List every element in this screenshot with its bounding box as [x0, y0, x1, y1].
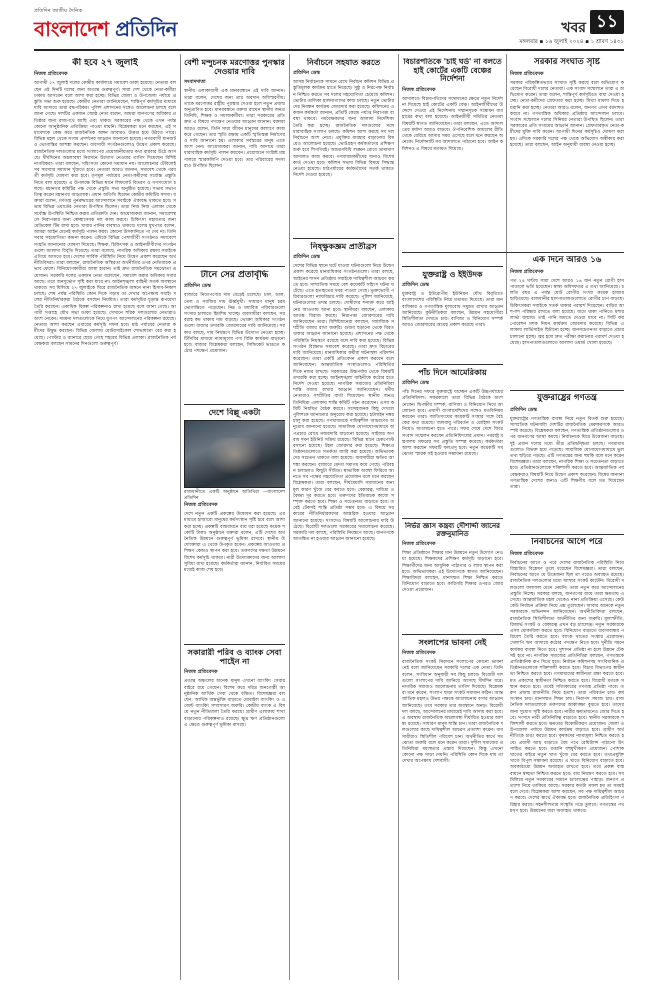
article-us-democracy	[510, 394, 624, 530]
article-body: বাজারে নিত্যপণ্যের দাম বেড়েই চলেছে। চাল, ডাল, তেল ও সবজির দাম ঊর্ধ্বমুখী। সাধারণ মানুষ চরম ভোগান্তিতে পড়েছেন। নিম্ন ও মধ্যবিত্ত পরিবারগুলো সংসার চালাতে হিমশিম খাচ্ছে। ব্যবসায়ীরা বলছেন, সরবরাহ কম থাকায় দাম বাড়ছে। ভোক্তা অধিকার সংগঠনগুলো বাজার তদারকি জোরদারের দাবি জানিয়েছে। সরকার বলছে, দাম নিয়ন্ত্রণে বিভিন্ন উদ্যোগ নেওয়া হচ্ছে। টিসিবির মাধ্যমে ন্যায্যমূল্যে পণ্য বিক্রি কার্যক্রম বাড়ানো হবে। বাজার বিশ্লেষকরা বলছেন, সিন্ডিকেট ভাঙতে কঠোর পদক্ষেপ প্রয়োজন।	[184, 293, 285, 355]
article-nishkriyo	[293, 242, 394, 978]
article-ki-hobe	[34, 58, 176, 980]
masthead	[34, 8, 624, 48]
column-divider	[398, 54, 399, 980]
article-byline: নিজস্ব প্রতিবেদক	[184, 502, 218, 509]
article-body: আগামী ২৭ জুলাই দলের কেন্দ্রীয় কার্যালয়ে সমাবেশ ডাকা হয়েছে। নেতারা বলছেন এই দিনটি দলের জন্য অত্যন্ত গুরুত্বপূর্ণ। সারা দেশ থেকে নেতা-কর্মীরা ঢাকায় আসবেন বলে আশা করা হচ্ছে। বিভিন্ন জেলা ও উপজেলা পর্যায়ে প্রস্তুতি সভা শুরু হয়েছে। কেন্দ্রীয় নেতারা জানিয়েছেন, শান্তিপূর্ণ কর্মসূচির মাধ্যমে দাবি আদায়ে তারা বদ্ধপরিকর। পুলিশ প্রশাসনের সঙ্গেও আলোচনা চলছে বলে জানা গেছে। দলটির একজন জ্যেষ্ঠ নেতা বলেন, আমরা জনগণের অধিকার প্রতিষ্ঠার জন্য রাজপথে আছি এবং থাকব। সরকারের পক্ষ থেকে এখন পর্যন্ত কোনো আনুষ্ঠানিক প্রতিক্রিয়া পাওয়া যায়নি। বিশ্লেষকরা মনে করছেন, এই সমাবেশকে কেন্দ্র করে রাজনৈতিক অঙ্গন আবারও উত্তপ্ত হয়ে উঠতে পারে। বিভিন্ন মহল থেকে সংযম প্রদর্শনের আহ্বান জানানো হয়েছে। নগরবাসী যানজট ও ভোগান্তির আশঙ্কা করছেন। ব্যবসায়ী সংগঠনগুলোও উদ্বেগ প্রকাশ করেছে। রাজনৈতিক দলগুলোর মধ্যে সংলাপের প্রয়োজনীয়তার কথা বারবার উঠে আসছে। দীর্ঘদিনের অচলাবস্থা নিরসনে উদ্যোগ নেওয়ার তাগিদ দিয়েছেন বিশিষ্ট নাগরিকরা। তারা বলছেন, সহিংসতা কোনো সমাধান নয়। আলোচনার টেবিলেই সব সমস্যার সমাধান খুঁজতে হবে। নেতারা আরও জানান, সমাবেশ থেকে পরবর্তী কর্মসূচি ঘোষণা করা হবে। তৃণমূল পর্যায়ের নেতা-কর্মীদের সর্বোচ্চ প্রস্তুতি নিতে বলা হয়েছে। এ উপলক্ষে বিভিন্ন স্থানে লিফলেট বিতরণ ও গণসংযোগ চলছে। মহানগর কমিটির পক্ষ থেকে প্রস্তুতি সভা অনুষ্ঠিত হয়েছে। সভায় সভাপতিত্ব করেন মহানগর আহ্বায়ক। প্রধান অতিথি ছিলেন কেন্দ্রীয় কমিটির সদস্য। বক্তারা বলেন, গণতন্ত্র পুনরুদ্ধারের আন্দোলনে সবাইকে ঐক্যবদ্ধ থাকতে হবে। সভায় বিভিন্ন ওয়ার্ডের নেতারা উপস্থিত ছিলেন। তারা নিজ নিজ এলাকা থেকে সর্বোচ্চ উপস্থিতি নিশ্চিত করার প্রতিশ্রুতি দেন। আয়োজকরা জানান, সমাবেশস্থলে নিরাপত্তার জন্য স্বেচ্ছাসেবক দল কাজ করবে। চিকিৎসা সহায়তার জন্য মেডিকেল টিম রাখা হবে। খাবার পানির ব্যবস্থাও থাকবে। দলের মুখপাত্র বলেন, আমরা আইন মেনেই কর্মসূচি পালন করব। কোনো উসকানিতে পা দেব না। তিনি সবার সহযোগিতা কামনা করেন। এদিকে বিভিন্ন পেশাজীবী সংগঠনও সমাবেশে সংহতি জানানোর ঘোষণা দিয়েছে। শিক্ষক, চিকিৎসক ও আইনজীবীদের সংগঠনগুলো আলাদা বিবৃতি দিয়েছে। তারা বলেছে, নাগরিক অধিকার রক্ষায় সবাইকে এগিয়ে আসতে হবে। দেশের সার্বিক পরিস্থিতি নিয়ে উদ্বেগ প্রকাশ করেছেন অর্থনীতিবিদরা। তারা বলছেন, রাজনৈতিক অস্থিরতা অর্থনীতির ওপর নেতিবাচক প্রভাব ফেলে। বিনিয়োগকারীরা আস্থা হারান। তাই দ্রুত রাজনৈতিক সমঝোতা প্রয়োজন। সরকারি দলের একজন নেতা বলেছেন, সমাবেশ করার অধিকার সবার আছে। তবে জনদুর্ভোগ সৃষ্টি করা যাবে না। আইনশৃঙ্খলা বাহিনী সতর্ক অবস্থানে থাকবে। সব মিলিয়ে ২৭ জুলাইকে ঘিরে রাজনৈতিক অঙ্গনে নানা হিসাব-নিকাশ চলছে। শেষ পর্যন্ত পরিস্থিতি কোন দিকে গড়ায় তা দেখার অপেক্ষায় সবাই। দলের নীতিনির্ধারকরা বৈঠকে বসছেন নিয়মিত। তারা কর্মসূচির চূড়ান্ত রূপরেখা তৈরি করছেন। একাধিক বিকল্প পরিকল্পনাও রাখা হয়েছে বলে জানা গেছে। আগামী সপ্তাহে যৌথ সভা ডাকা হয়েছে। সেখানে শরিক দলগুলোর নেতারাও অংশ নেবেন। সমমনা দলগুলোকে নিয়ে যুগপৎ আন্দোলনের পরিকল্পনা রয়েছে। নেতারা আশা করছেন এবারের কর্মসূচি সফল হবে। মাঠ পর্যায়ের নেতারা কর্মীদের উদ্বুদ্ধ করছেন। বিভিন্ন জেলায় মোটরসাইকেল শোভাযাত্রা বের করা হয়েছে। পোস্টার ও ব্যানারে ছেয়ে গেছে শহরের বিভিন্ন এলাকা। রাজনৈতিক পর্যবেক্ষকরা বলছেন সামনের দিনগুলো গুরুত্বপূর্ণ।	[34, 81, 176, 347]
article-byline: প্রতিদিন ডেস্ক	[510, 406, 538, 413]
article-education	[402, 522, 503, 630]
dateline: মঙ্গলবার ▪ ১৬ জুলাই ২০২৪ ▪ ১ শ্রাবণ ১৪৩১	[519, 39, 624, 45]
article-headline: নিষ্ক্ষুকজ্ঞম প্রাতীব্রস	[310, 242, 377, 251]
article-divider	[402, 364, 503, 365]
article-headline: বেশী মন্দুচনক মরণোত্তর পুনস্কার দেওয়ার দাবি	[184, 58, 285, 77]
article-headline: যুক্তরাষ্ট্র ও ইইউদক	[422, 270, 483, 279]
article-body: পাঁচ দিনের সফরে যুক্তরাষ্ট্রে যাচ্ছেন একটি উচ্চপর্যায়ের প্রতিনিধিদল। সফরকালে তারা বিভিন্ন বৈঠকে অংশ নেবেন। দ্বিপক্ষীয় সম্পর্ক, বাণিজ্য ও বিনিয়োগ নিয়ে আলোচনা হবে। প্রবাসী বাংলাদেশিদের সঙ্গেও মতবিনিময় করবেন তারা। জাতিসংঘের কয়েকটি সংস্থার সঙ্গে বৈঠকের কথা রয়েছে। জলবায়ু পরিবর্তন ও রোহিঙ্গা সংকট নিয়েও আলোচনা হতে পারে। সফর শেষে দেশে ফিরে সংবাদ সম্মেলন করবেন প্রতিনিধিদলের প্রধান। পররাষ্ট্র মন্ত্রণালয় সফরের সব প্রস্তুতি সম্পন্ন করেছে। কর্মকর্তারা আশা করছেন সফরটি ফলপ্রসূ হবে। নতুন কয়েকটি সমঝোতা স্মারক সই হওয়ার সম্ভাবনা রয়েছে।	[402, 390, 503, 458]
article-headline: সকারারী পরিব ও ব্যাংক সেবা পাইেন না	[187, 648, 282, 667]
logo-part-2: প্রতিদিন	[115, 17, 177, 41]
article-divider	[184, 644, 285, 645]
article-body: নির্বাচনের আগে ও পরে দেশের রাজনৈতিক পরিস্থিতি নিয়ে বিস্তারিত বিশ্লেষণ তুলে ধরেছেন বিশেষজ্ঞরা। তারা বলছেন, নির্বাচনের আগে যে উত্তেজনা ছিল তা পরেও অব্যাহত রয়েছে। রাজনৈতিক দলগুলোর মধ্যে আস্থার সংকট কাটেনি। বিরোধী দলগুলো ফলাফল মেনে নেয়নি। তারা নতুন করে আন্দোলনের প্রস্তুতি নিচ্ছে। সরকার বলছে, জনগণের রায়ে তারা ক্ষমতায় এসেছে। আন্তর্জাতিক মহল থেকেও নানা প্রতিক্রিয়া এসেছে। কেউ কেউ নির্বাচন প্রক্রিয়া নিয়ে প্রশ্ন তুলেছেন। আবার অনেকে নতুন সরকারকে অভিনন্দন জানিয়েছেন। অর্থনীতিবিদরা বলছেন, রাজনৈতিক স্থিতিশীলতা অর্থনীতির জন্য জরুরি। মূল্যস্ফীতি, রিজার্ভ সংকট ও বেকারত্ব এখন বড় চ্যালেঞ্জ। নতুন সরকারকে এসব মোকাবিলা করতে হবে। বিনিয়োগ বাড়াতে ব্যবসাবান্ধব পরিবেশ তৈরি করতে হবে। ব্যাংক খাতের সংস্কার প্রয়োজন। খেলাপি ঋণ আদায়ে কঠোর পদক্ষেপ নিতে হবে। দুর্নীতি দমনে কার্যকর ব্যবস্থা নিতে হবে। সুশাসন প্রতিষ্ঠা না হলে উন্নয়ন টেকসই হবে না। নাগরিক সমাজের প্রতিনিধিরা বলছেন, গণতন্ত্রকে প্রাতিষ্ঠানিক রূপ দিতে হবে। নির্বাচন কমিশনসহ সাংবিধানিক প্রতিষ্ঠানগুলোকে শক্তিশালী করতে হবে। বিচার বিভাগের স্বাধীনতা নিশ্চিত করতে হবে। গণমাধ্যমের স্বাধীনতা রক্ষা করতে হবে। মত প্রকাশের স্বাধীনতা নিশ্চিত করতে হবে। বিরোধী মতকে সম্মান করতে হবে। তবেই সত্যিকারের গণতন্ত্র প্রতিষ্ঠা পাবে। তরুণ প্রজন্ম রাজনীতি নিয়ে হতাশ। তারা পরিবর্তন চায়। কর্মসংস্থান চায়। মানসম্মত শিক্ষা চায়। নিরাপদ সমাজ চায়। রাজনৈতিক দলগুলোকে তরুণদের আকাঙ্ক্ষা বুঝতে হবে। তাদের জন্য সুযোগ সৃষ্টি করতে হবে। নারীর ক্ষমতায়নেও জোর দিতে হবে। সংসদে নারী প্রতিনিধিত্ব বাড়াতে হবে। স্থানীয় সরকারকে শক্তিশালী করতে হবে। ক্ষমতার বিকেন্দ্রীকরণ প্রয়োজন। জেলা ও উপজেলা পর্যায়ে উন্নয়ন কার্যক্রম বাড়াতে হবে। গ্রামীণ অর্থনীতিকে চাঙা করতে হবে। কৃষকদের ন্যায্যমূল্য নিশ্চিত করতে হবে। প্রবাসী আয় বাড়াতে বৈধ পথে রেমিট্যান্স পাঠানো উৎসাহিত করতে হবে। রপ্তানি বহুমুখীকরণ প্রয়োজন। পোশাক খাতের বাইরে নতুন খাত খুঁজে বের করতে হবে। তথ্যপ্রযুক্তি খাতে বিপুল সম্ভাবনা রয়েছে। এ খাতে বিনিয়োগ বাড়াতে হবে। অবকাঠামো উন্নয়ন অব্যাহত রাখতে হবে। তবে প্রকল্প বাস্তবায়নে স্বচ্ছতা নিশ্চিত করতে হবে। ব্যয় নিয়ন্ত্রণ করতে হবে। সব মিলিয়ে নতুন সরকারের সামনে চ্যালেঞ্জের পাহাড়। জনগণ প্রত্যাশা নিয়ে তাকিয়ে আছে। সরকার কতটা সফল হয় তা সময়ই বলে দেবে। বিশ্লেষকরা আশা করছেন, সব পক্ষ দায়িত্বশীল আচরণ করবে। দেশের স্বার্থে ঐক্যবদ্ধ হবে। রাজনৈতিক প্রতিহিংসা পরিহার করবে। সহনশীলতার সংস্কৃতি গড়ে তুলবে। গণতন্ত্রের পথ মসৃণ হবে। উন্নয়নের ধারা অব্যাহত থাকবে।	[510, 560, 624, 814]
article-divider	[184, 266, 285, 267]
article-body: সরকার পরিকল্পিতভাবে সংঘাত সৃষ্টি করছে বলে অভিযোগ করেছেন বিরোধী দলের নেতারা। এক সংবাদ সম্মেলনে তারা এ অভিযোগ করেন। তারা বলেন, শান্তিপূর্ণ কর্মসূচিতে বাধা দেওয়া হচ্ছে। নেতা-কর্মীদের গ্রেফতার করা হচ্ছে। মিথ্যা মামলা দিয়ে হয়রানি করা হচ্ছে। নেতারা আরও বলেন, জনগণ এসব বরদাশত করবে না। গণতান্ত্রিক অধিকার প্রতিষ্ঠায় আন্দোলন চলবে। সংবাদ সম্মেলনে দলের সিনিয়র নেতারা উপস্থিত ছিলেন। তারা সরকারের প্রতি সংযমের আহ্বান জানান। গ্রেফতারকৃত নেতা-কর্মীদের মুক্তি দাবি করেন। আগামী দিনের কর্মসূচিও ঘোষণা করা হয়। এদিকে সরকারি দলের পক্ষ থেকে অভিযোগ অস্বীকার করা হয়েছে। তারা বলছেন, আইন অনুযায়ী ব্যবস্থা নেওয়া হচ্ছে।	[510, 80, 624, 148]
article-body: দেশে নতুন একটি প্রকল্পের উদ্বোধন করা হয়েছে। এর মাধ্যমে হাজারো মানুষের কর্মসংস্থান সৃষ্টি হবে বলে আশা করা হচ্ছে। প্রকল্পটি বাস্তবায়নে ব্যয় ধরা হয়েছে কয়েক শ কোটি টাকা। অনুষ্ঠানে বক্তারা বলেন, এটি দেশের অর্থনৈতিক উন্নয়নে গুরুত্বপূর্ণ ভূমিকা রাখবে। স্থানীয় উদ্যোক্তারা এ থেকে উপকৃত হবেন। প্রকল্পের আওতায় প্রশিক্ষণ কেন্দ্রও স্থাপন করা হবে। তরুণদের দক্ষতা উন্নয়নে বিশেষ কর্মসূচি থাকবে। নারী উদ্যোক্তাদের জন্য আলাদা সুবিধা রাখা হয়েছে। কর্মকর্তারা জানান, নির্ধারিত সময়ের মধ্যেই কাজ শেষ হবে।	[184, 512, 285, 574]
article-byline: নিজস্ব প্রতিবেদক	[34, 71, 68, 78]
article-judge-address	[402, 58, 503, 262]
article-divider	[402, 634, 503, 635]
article-desh-ekta	[184, 408, 285, 640]
article-body: যুক্তরাষ্ট্রের গণতান্ত্রিক ব্যবস্থা নিয়ে নতুন বিতর্ক শুরু হয়েছে। সাম্প্রতিক ঘটনাবলি দেশটির রাজনৈতিক মেরুকরণকে আরও স্পষ্ট করেছে। বিশ্লেষকরা বলছেন, গণতান্ত্রিক প্রতিষ্ঠানগুলোর ওপর জনগণের আস্থা কমছে। নির্বাচনকে ঘিরে উত্তেজনা বাড়ছে। দুই প্রধান দলের মধ্যে তীব্র প্রতিদ্বন্দ্বিতা চলছে। গণমাধ্যমগুলোও বিভক্ত হয়ে পড়েছে। সামাজিক যোগাযোগমাধ্যমে ভুল তথ্য ছড়িয়ে পড়ছে। এটি গণতন্ত্রের জন্য হুমকি বলে মনে করেন বিশেষজ্ঞরা। তারা বলছেন, নাগরিক শিক্ষা ও সচেতনতা বাড়াতে হবে। প্রতিষ্ঠানগুলোকে শক্তিশালী করতে হবে। আন্তর্জাতিক পর্যবেক্ষকরাও বিষয়টি নিয়ে উদ্বেগ প্রকাশ করেছেন। বিশ্বের অন্যান্য গণতান্ত্রিক দেশের জন্যও এটি শিক্ষণীয় বলে মত দিয়েছেন তারা।	[510, 416, 624, 490]
article-headline: এক দিনে আরও ১৬	[532, 256, 602, 265]
article-divider	[184, 404, 285, 405]
article-divider	[402, 266, 503, 267]
article-divider	[510, 390, 624, 391]
article-byline: প্রতিদিন ডেস্ক	[402, 282, 430, 289]
column-divider	[289, 54, 290, 980]
article-election-cooperation	[293, 58, 394, 234]
article-price-rise	[184, 270, 285, 400]
column-divider	[180, 54, 181, 980]
photo-caption: রাজধানীতে একটি অনুষ্ঠানে অতিথিরা —বাংলাদেশ প্রতিদিন	[184, 490, 285, 502]
logo-part-1: বাংলাদেশ	[34, 17, 116, 41]
article-byline: প্রতিদিন ডেস্ক	[293, 70, 321, 77]
article-body: গত ২৪ ঘণ্টায় সারা দেশে আরও ১৬ জন নতুন রোগী হাসপাতালে ভর্তি হয়েছেন। স্বাস্থ্য অধিদফতর এ তথ্য জানিয়েছে। চলতি বছর এ পর্যন্ত মোট রোগীর সংখ্যা কয়েক হাজার ছাড়িয়েছে। রাজধানীর হাসপাতালগুলোতে রোগীর চাপ বাড়ছে। চিকিৎসকরা সবাইকে সতর্ক থাকার পরামর্শ দিয়েছেন। বাড়ির আশপাশ পরিষ্কার রাখতে বলা হয়েছে। জমে থাকা পানিতে মশার লার্ভা জন্মায়। তাই পানি জমতে দেওয়া যাবে না। সিটি করপোরেশন মশক নিধন কার্যক্রম জোরদার করেছে। বিভিন্ন এলাকায় লার্ভিসাইড ছিটানো হচ্ছে। জনসচেতনতা বাড়াতে প্রচার চালানো হচ্ছে। জ্বর হলে দ্রুত পরীক্ষা করানোর পরামর্শ দেওয়া হয়েছে। হাসপাতালগুলোতে আলাদা ওয়ার্ড খোলা হয়েছে।	[510, 278, 624, 346]
article-sixteen-more	[510, 256, 624, 386]
tagline: প্রতিদিন জাতীয় দৈনিক	[34, 8, 83, 14]
article-byline: নিজস্ব প্রতিবেদক	[402, 541, 436, 548]
article-govt-conflict	[510, 58, 624, 246]
article-us-eu	[402, 270, 503, 360]
article-five-days-america	[402, 368, 503, 514]
section-name: খবর	[561, 20, 586, 36]
article-byline: প্রতিদিন ডেস্ক	[402, 380, 430, 387]
article-award-demand	[184, 58, 285, 262]
article-body: রাজনৈতিক সংকট নিরসনে সংলাপের কোনো ভাবনা নেই বলে জানিয়েছেন সরকারি দলের এক নেতা। তিনি বলেন, সংবিধান অনুযায়ী সব কিছু চলবে। বিরোধী দলগুলো সংলাপের দাবি জানিয়ে আসছে দীর্ঘদিন ধরে। নাগরিক সমাজও আলোচনার তাগিদ দিয়েছে। বিশ্লেষকরা মনে করেন, সংলাপ ছাড়া সংকট সমাধান কঠিন। আন্তর্জাতিক মহলও উভয় পক্ষকে আলোচনায় বসার আহ্বান জানিয়েছে। তবে সরকার তার অবস্থানে অনড়। বিরোধী দল বলছে, আন্দোলনের মাধ্যমেই দাবি আদায় করা হবে। এ অবস্থায় রাজনৈতিক অচলাবস্থা দীর্ঘায়িত হওয়ার আশঙ্কা রয়েছে। সাধারণ মানুষ শান্তি চান। তারা রাজনৈতিক দলগুলোর কাছে দায়িত্বশীল আচরণ প্রত্যাশা করেন। ব্যবসায়ীরাও স্থিতিশীল পরিবেশ চান। অর্থনীতির স্বার্থে সমঝোতা জরুরি বলে মনে করেন তারা। সুশীল সমাজের প্রতিনিধিরা মধ্যস্থতার প্রস্তাব দিয়েছেন। কিন্তু এখনো কোনো পক্ষ সাড়া দেয়নি। পরিস্থিতি কোন দিকে যায় তা দেখার অপেক্ষায় দেশবাসী।	[402, 660, 503, 765]
article-headline: নির্ভর জ্ঞাস কন্ত্রব্য দৌশার্দ্দা জানের রক্তনুমানিত	[404, 522, 501, 539]
article-body: শিক্ষা প্রতিষ্ঠানে শিক্ষার মান উন্নয়নে নতুন উদ্যোগ নেওয়া হয়েছে। শিক্ষকদের প্রশিক্ষণ কর্মসূচি বাড়ানো হবে। শিক্ষার্থীদের জন্য আধুনিক পাঠাগার ও ল্যাব স্থাপন করা হবে। অভিভাবকরা এই উদ্যোগকে স্বাগত জানিয়েছেন। শিক্ষাবিদরা বলছেন, মানসম্মত শিক্ষা নিশ্চিত করতে বিনিয়োগ বাড়াতে হবে। কারিগরি শিক্ষার ওপরও জোর দেওয়া প্রয়োজন।	[402, 551, 503, 594]
article-body: আদালতে বিচারপতিদের সম্বোধনের ক্ষেত্রে নতুন নির্দেশনা দিয়েছে হাই কোর্টের একটি বেঞ্চ। আইনজীবীদের উদ্দেশে দেওয়া এই নির্দেশনায় সম্মানসূচক সম্বোধন ব্যবহারের কথা বলা হয়েছে। আইনজীবী সমিতির নেতারা বিষয়টি স্বাগত জানিয়েছেন। তারা বলছেন, এতে আদালতের মর্যাদা আরও বাড়বে। ঔপনিবেশিক আমলের রীতি থেকে বেরিয়ে আসার সময় এসেছে বলে মনে করছেন অনেকে। নির্দেশনাটি সব আদালতে পাঠানো হবে। আইন কমিশনও এ বিষয়ে মতামত দিয়েছে।	[402, 96, 503, 152]
article-byline: নিজস্ব প্রতিবেদক	[402, 86, 436, 93]
article-headline: নির্বাচনে সহযাত করতে	[306, 58, 381, 67]
article-byline: নিজস্ব প্রতিবেদক	[402, 650, 436, 657]
article-byline: প্রতিদিন ডেস্ক	[293, 254, 321, 261]
article-divider	[293, 238, 394, 239]
article-divider	[402, 252, 624, 253]
newspaper-logo	[34, 15, 177, 48]
article-divider	[510, 534, 624, 535]
article-body: যুক্তরাষ্ট্র ও ইউরোপীয় ইউনিয়ন যৌথ বিবৃতিতে বাংলাদেশের পরিস্থিতি নিয়ে মতামত দিয়েছে। তারা মানবাধিকার ও গণতান্ত্রিক মূল্যবোধ সমুন্নত রাখার আহ্বান জানিয়েছে। কূটনীতিকরা বলছেন, উন্নয়ন সহযোগীরা স্থিতিশীলতা দেখতে চায়। বাণিজ্য ও বিনিয়োগ সম্পর্ক আরও জোরদারের আগ্রহ প্রকাশ করেছে তারা।	[402, 292, 503, 329]
article-headline: দেশে বিল্লূ একটা	[208, 408, 261, 417]
news-photo	[184, 420, 285, 488]
article-body: স্থানীয় এলাকাবাসী এক মানববন্ধনে এই দাবি জানান। তারা বলেন, দেশের জন্য তার অবদান অবিস্মরণীয়। তাকে মরণোত্তর রাষ্ট্রীয় পুরস্কার দেওয়া হলে নতুন প্রজন্ম অনুপ্রাণিত হবে। মানববন্ধনে বক্তব্য রাখেন স্থানীয় জনপ্রতিনিধি, শিক্ষক ও সমাজকর্মীরা। তারা সরকারের প্রতি দ্রুত এ বিষয়ে পদক্ষেপ নেওয়ার আহ্বান জানান। বক্তারা আরও বলেন, তিনি সারা জীবন মানুষের কল্যাণে কাজ করে গেছেন। তার স্মৃতি রক্ষায় একটি স্মৃতিস্তম্ভ নির্মাণেরও দাবি জানানো হয়। এলাকার সর্বস্তরের মানুষ এতে অংশ নেন। আয়োজকরা জানান, দাবি আদায়ে তারা ধারাবাহিক কর্মসূচি পালন করবেন। প্রয়োজনে সংশ্লিষ্ট মন্ত্রণালয়ে স্মারকলিপি দেওয়া হবে। তার পরিবারের সদস্যরাও উপস্থিত ছিলেন।	[184, 89, 285, 169]
article-headline: যুক্তরাষ্ট্রের গণতন্ত্র	[537, 394, 597, 403]
article-bank-service	[184, 648, 285, 978]
article-before-after-election	[510, 538, 624, 978]
page-number: ১১	[590, 10, 624, 34]
article-headline: বিচারপতিকে 'চাই ঘর্ড' না বলতে হাই কোর্টের একটি বেঞ্চের নির্দেশনা	[403, 58, 502, 84]
article-body: দেশের বিভিন্ন স্থানে ঘটে যাওয়া ঘটনাগুলো নিয়ে উদ্বেগ প্রকাশ করেছে মানবাধিকার সংগঠনগুলো। তারা বলছে, আইনের শাসন প্রতিষ্ঠায় সবাইকে দায়িত্বশীল আচরণ করতে হবে। সাম্প্রতিক সময়ে বেশ কয়েকটি সহিংস ঘটনা ঘটেছে। এতে হতাহতের খবর পাওয়া গেছে। ভুক্তভোগী পরিবারগুলো ন্যায়বিচার দাবি করেছে। পুলিশ জানিয়েছে, ঘটনাগুলোর তদন্ত চলছে। দোষীদের শনাক্ত করে আইনের আওতায় আনা হবে। স্থানীয়রা বলছেন, এলাকায় আতঙ্ক বিরাজ করছে। নিরাপত্তা জোরদারের দাবি জানিয়েছেন তারা। বিশিষ্টজনেরা বলছেন, সামাজিক সম্প্রীতি বজায় রাখা জরুরি। গুজব ছড়ানো থেকে বিরত থাকার আহ্বান জানানো হয়েছে। প্রশাসনের পক্ষ থেকে পরিস্থিতি নিয়ন্ত্রণে রয়েছে বলে দাবি করা হয়েছে। বিভিন্ন সংগঠন বিক্ষোভ সমাবেশ করেছে। তারা দ্রুত বিচারের দাবি জানিয়েছে। মানবাধিকার কর্মীরা ঘটনাস্থল পরিদর্শন করেছেন। তারা একটি প্রতিবেদন প্রকাশ করবেন বলে জানিয়েছেন। আন্তর্জাতিক সংস্থাগুলোও পরিস্থিতির দিকে নজর রাখছে। সরকারের উচ্চপর্যায় থেকে বিষয়টি তদারকি করা হচ্ছে। আইনশৃঙ্খলা বাহিনীকে কঠোর হতে নির্দেশ দেওয়া হয়েছে। নাগরিক সমাজের প্রতিনিধিরা শান্তি বজায় রাখার আহ্বান জানিয়েছেন। ধর্মীয় নেতারাও সম্প্রীতির বার্তা দিয়েছেন। স্থানীয় জনপ্রতিনিধিরা এলাকায় শান্তি কমিটি গঠন করেছেন। এসব কমিটি নিয়মিত বৈঠক করবে। সন্দেহজনক কিছু দেখলে পুলিশকে জানানোর অনুরোধ করা হয়েছে। হটলাইন নম্বর চালু করা হয়েছে। গণমাধ্যমকে দায়িত্বশীল আচরণের অনুরোধ জানানো হয়েছে। সামাজিক যোগাযোগমাধ্যমে অপপ্রচার রোধে নজরদারি বাড়ানো হয়েছে। সাইবার অপরাধ দমন ইউনিট সক্রিয় রয়েছে। বিভিন্ন স্থানে চেকপোস্ট বসানো হয়েছে। টহল জোরদার করা হয়েছে। শিক্ষাপ্রতিষ্ঠানগুলোতে সতর্কতা জারি করা হয়েছে। অভিভাবকদের সচেতন থাকতে বলা হয়েছে। ব্যবসায়ীরা ক্ষতির আশঙ্কা করছেন। বাজারে ক্রেতা সমাগম কমে গেছে। পরিবহন চলাচলও কিছুটা সীমিত। স্বাভাবিক অবস্থা ফিরিয়ে আনতে সব পক্ষের সহযোগিতা প্রয়োজন বলে মনে করছেন বিশ্লেষকরা। তারা বলছেন, দীর্ঘমেয়াদি সমাধানের জন্য মূল কারণ খুঁজে বের করতে হবে। বেকারত্ব, দারিদ্র্য ও বৈষম্য দূর করতে হবে। তরুণদের ইতিবাচক কাজে সম্পৃক্ত করতে হবে। শিক্ষা ও সচেতনতা বাড়াতে হবে। তবেই টেকসই শান্তি প্রতিষ্ঠা সম্ভব হবে। এ বিষয়ে সরকারের নীতিনির্ধারকদের আন্তরিক হওয়ার আহ্বান জানানো হয়েছে। সংসদেও বিষয়টি আলোচনার দাবি উঠেছে। বিরোধী দলগুলো সরকারের সমালোচনা করেছে। সরকারি দল বলছে, পরিস্থিতি নিয়ন্ত্রণে আছে। জনগণকে আতঙ্কিত না হওয়ার আহ্বান জানানো হয়েছে।	[293, 264, 394, 543]
article-byline: সংবাদদাতা	[184, 79, 206, 86]
article-byline: নিজস্ব প্রতিবেদক	[184, 669, 218, 676]
article-headline: সরকার সংঘাত সৃষ্টি	[534, 58, 600, 67]
article-headline: কী হবে ২৭ জুলাই	[72, 58, 138, 68]
article-byline: নিজস্ব প্রতিবেদক	[510, 70, 544, 77]
article-headline: পাঁচ দিনে আমেরিকায়	[418, 368, 487, 377]
masthead-rule	[34, 49, 624, 51]
article-body: আসন্ন নির্বাচনকে সামনে রেখে নির্বাচন কমিশন বিভিন্ন প্রস্তুতিমূলক কার্যক্রম হাতে নিয়েছে। সুষ্ঠু ও নিরপেক্ষ নির্বাচন নিশ্চিত করতে সব দলের সহযোগিতা চেয়েছে কমিশন। ভোটার তালিকা হালনাগাদের কাজ চলছে। নতুন ভোটারদের নিবন্ধন কার্যক্রম জোরদার করা হয়েছে। কমিশনের একজন কর্মকর্তা জানান, প্রতিটি কেন্দ্রে পর্যাপ্ত নিরাপত্তা ব্যবস্থা থাকবে। পর্যবেক্ষকদের জন্য আলাদা নির্দেশিকা তৈরি করা হচ্ছে। রাজনৈতিক দলগুলোর সঙ্গে ধারাবাহিক সংলাপ চলছে। কমিশন আশা করছে সব দল নির্বাচনে অংশ নেবে। প্রযুক্তির ব্যবহার বাড়ানোর বিষয়েও আলোচনা হয়েছে। ভোটগ্রহণ কর্মকর্তাদের প্রশিক্ষণ শুরু হবে শিগগিরই। আচরণবিধি লঙ্ঘন রোধে ভ্রাম্যমাণ আদালত কাজ করবে। গণমাধ্যমকর্মীদের জন্যও বিশেষ কার্ড দেওয়া হবে। কমিশন সভায় বিভিন্ন বিষয়ে সিদ্ধান্ত নেওয়া হয়েছে। মাঠপর্যায়ের কর্মকর্তাদের সতর্ক থাকতে নির্দেশ দেওয়া হয়েছে।	[293, 80, 394, 179]
column-divider	[506, 54, 507, 314]
article-headline: টানে সের প্রতাৰ্বৃদ্ধি	[200, 270, 269, 280]
article-headline: নির্বাচনের আগে পরে	[531, 538, 603, 547]
article-no-dialogue	[402, 638, 503, 978]
article-byline: নিজস্ব প্রতিবেদক	[510, 268, 544, 275]
article-byline: প্রতিদিন ডেস্ক	[184, 283, 212, 290]
article-body: প্রত্যন্ত অঞ্চলের অনেক মানুষ এখনো ব্যাংকিং সেবার বাইরে রয়ে গেছেন। বিশেষ করে দরিদ্র জনগোষ্ঠী আনুষ্ঠানিক আর্থিক সেবা থেকে বঞ্চিত। বিশেষজ্ঞরা বলছেন, আর্থিক অন্তর্ভুক্তি বাড়াতে মোবাইল ব্যাংকিং ও এজেন্ট ব্যাংকিং সম্প্রসারণ জরুরি। কেন্দ্রীয় ব্যাংক এ বিষয়ে নতুন নীতিমালা তৈরি করছে। গ্রামীণ এলাকায় শাখা বাড়ানোর পরিকল্পনাও রয়েছে। ক্ষুদ্র ঋণ প্রতিষ্ঠানগুলো এ ক্ষেত্রে গুরুত্বপূর্ণ ভূমিকা রাখছে।	[184, 679, 285, 728]
article-byline: নিজস্ব প্রতিবেদক	[510, 550, 544, 557]
article-headline: সংলাপের ভাবনা নেই	[418, 638, 487, 647]
article-divider	[402, 518, 503, 519]
